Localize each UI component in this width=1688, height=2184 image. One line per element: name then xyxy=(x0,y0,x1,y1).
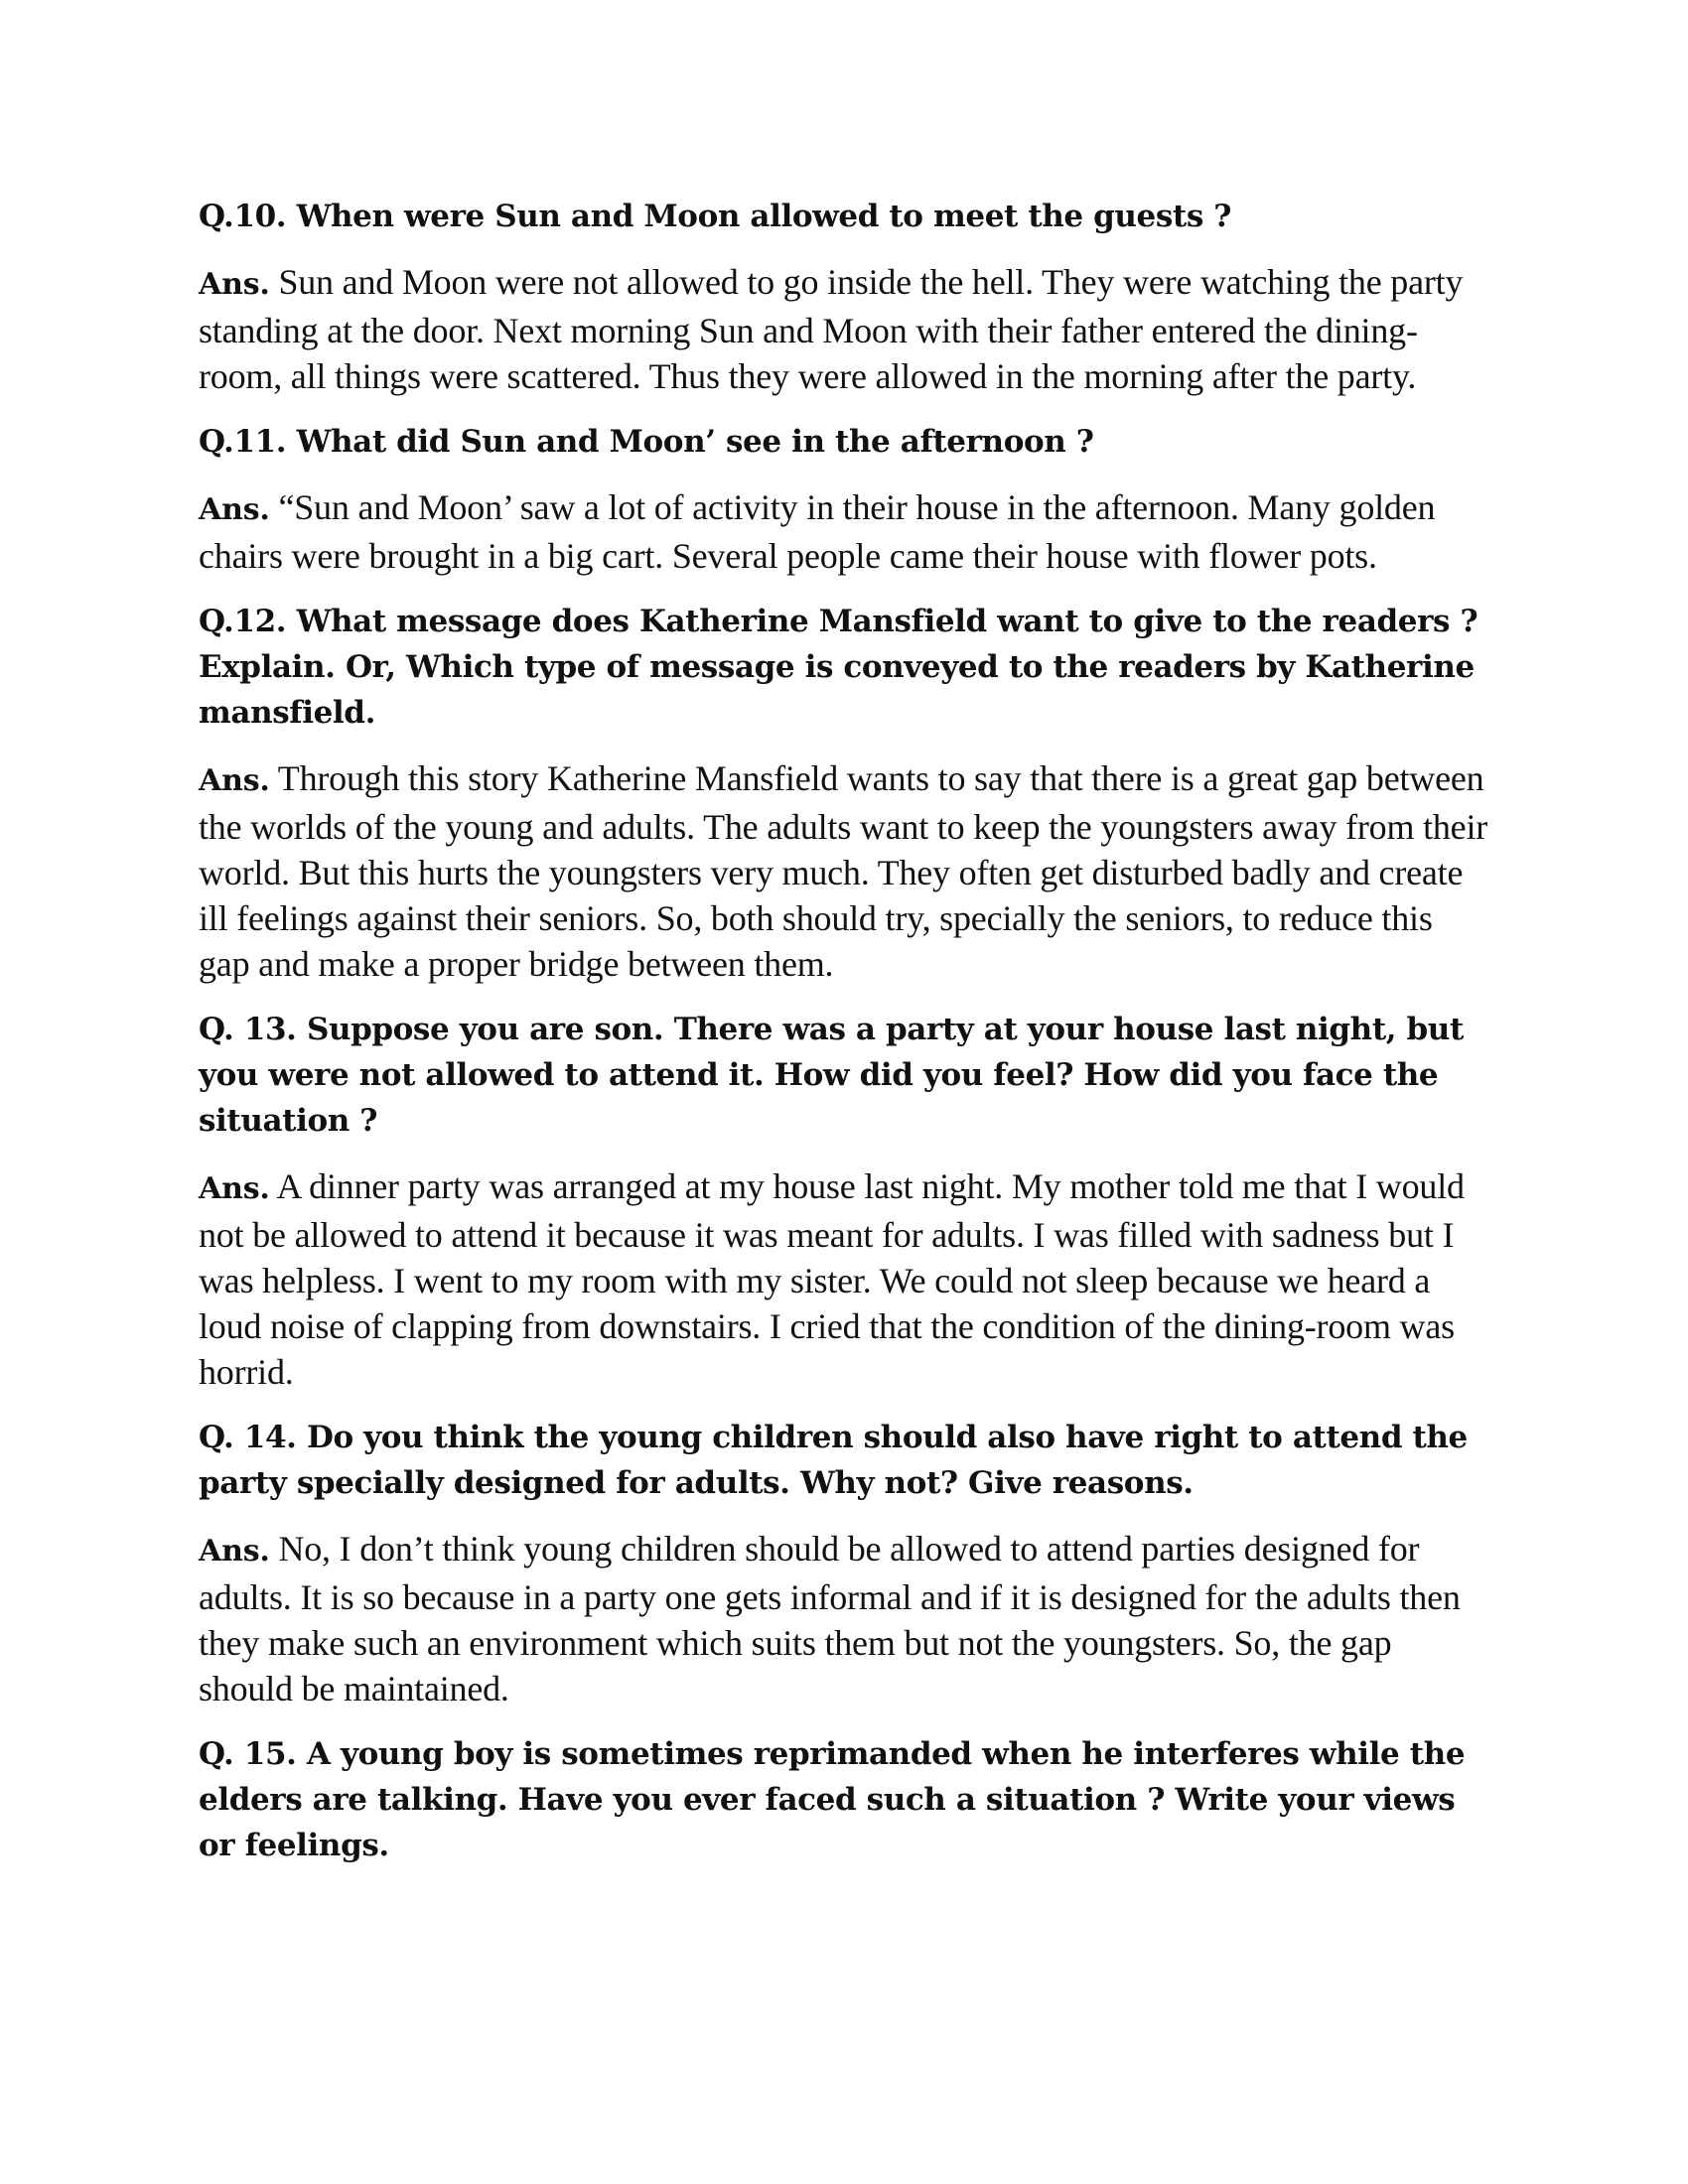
answer-13 xyxy=(199,1163,1489,1395)
question-12: Q.12. What message does Katherine Mansfield want to give to the readers ? Explain. Or, Which type of message is conveyed to the readers by Katherine mansfield. xyxy=(199,604,1478,731)
answer-12 xyxy=(199,755,1489,987)
answer-text: “Sun and Moon’ saw a lot of activity in their house in the afternoon. Many golden chairs were brought in a big cart. Several people came their house with flower pots. xyxy=(199,487,1436,576)
answer-text: Sun and Moon were not allowed to go inside the hell. They were watching the party standing at the door. Next morning Sun and Moon with their father entered the dining-room, all things were scattered. Thus they were allowed in the morning after the party. xyxy=(199,262,1464,396)
answer-label: Ans. xyxy=(199,763,270,798)
answer-label: Ans. xyxy=(199,1171,270,1206)
answer-text: A dinner party was arranged at my house last night. My mother told me that I would not be allowed to attend it because it was meant for adults. I was filled with sadness but I was helpless. I went to my room with my sister. We could not sleep because we heard a loud noise of clapping from downstairs. I cried that the condition of the dining-room was horrid. xyxy=(199,1166,1465,1392)
answer-10 xyxy=(199,259,1489,399)
question-10: Q.10. When were Sun and Moon allowed to meet the guests ? xyxy=(199,199,1232,234)
answer-14 xyxy=(199,1526,1489,1711)
answer-text: Through this story Katherine Mansfield wants to say that there is a great gap between the worlds of the young and adults. The adults want to keep the youngsters away from their world. But this hurts the youngsters very much. They often get disturbed badly and create ill feelings against their seniors. So, both should try, specially the seniors, to reduce this gap and make a proper bridge between them. xyxy=(199,758,1488,984)
question-15: Q. 15. A young boy is sometimes reprimanded when he interferes while the elders are talking. Have you ever faced such a situation ? Write your views or feelings. xyxy=(199,1736,1466,1863)
answer-11 xyxy=(199,484,1489,579)
question-13: Q. 13. Suppose you are son. There was a party at your house last night, but you were not allowed to attend it. How did you feel? How did you face the situation ? xyxy=(199,1012,1464,1139)
answer-text: No, I don’t think young children should be allowed to attend parties designed for adults. It is so because in a party one gets informal and if it is designed for the adults then they make such an environment which suits them but not the youngsters. So, the gap should be maintained. xyxy=(199,1529,1461,1708)
question-11: Q.11. What did Sun and Moon’ see in the afternoon ? xyxy=(199,424,1094,460)
answer-label: Ans. xyxy=(199,492,270,527)
answer-label: Ans. xyxy=(199,1534,270,1569)
question-14: Q. 14. Do you think the young children should also have right to attend the party specially designed for adults. Why not? Give reasons. xyxy=(199,1420,1468,1501)
document-page xyxy=(199,194,1489,1888)
answer-label: Ans. xyxy=(199,267,270,302)
